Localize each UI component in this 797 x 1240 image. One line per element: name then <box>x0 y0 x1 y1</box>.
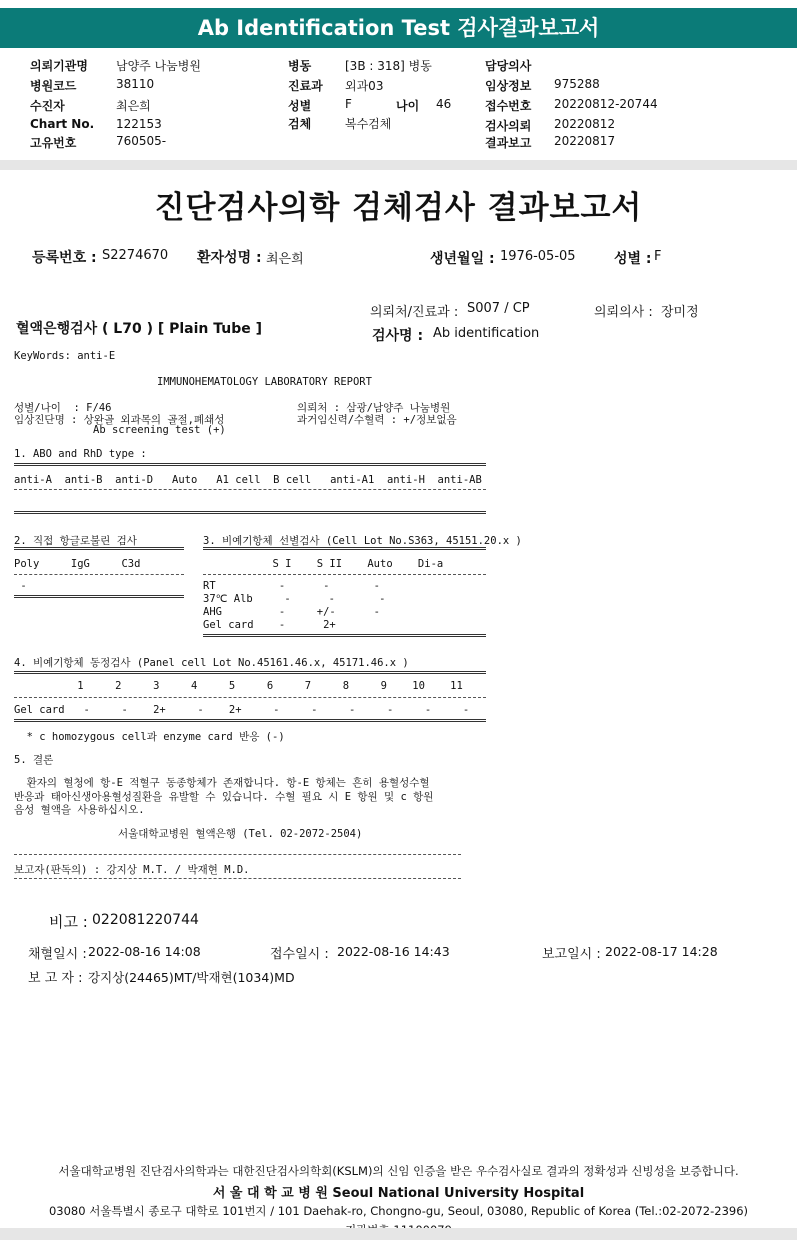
hdr-value-accession: 20220812-20744 <box>554 97 658 111</box>
history-line: 과거임신력/수혈력 : +/정보없음 <box>297 414 457 426</box>
section2-title: 2. 직접 항글로불린 검사 <box>14 535 137 547</box>
hdr-value-sex: F <box>345 97 352 111</box>
sex-age-line: 성별/나이 : F/46 <box>14 402 112 414</box>
section-divider <box>0 160 797 170</box>
hdr-label-code: 병원코드 <box>30 79 77 93</box>
section4-rule-bottom <box>14 719 486 722</box>
section1-rule-top <box>14 463 486 466</box>
hdr-label-request: 검사의뢰 <box>485 119 532 133</box>
reg-no-label: 등록번호 : <box>32 250 97 266</box>
diagnosis-line: 임상진단명 : 상완골 외과목의 골절,폐쇄성 <box>14 414 225 426</box>
diagnosis-line-2: Ab screening test (+) <box>93 424 226 436</box>
hdr-value-chart: 122153 <box>116 117 162 131</box>
section2-columns: Poly IgG C3d <box>14 558 141 570</box>
receive-label: 접수일시 : <box>270 947 329 962</box>
report-time-label: 보고일시 : <box>542 947 601 962</box>
hdr-label-specimen: 검체 <box>288 117 312 131</box>
test-group: 혈액은행검사 ( L70 ) [ Plain Tube ] <box>16 321 263 337</box>
hdr-value-org: 남양주 나눔병원 <box>116 59 201 73</box>
conclusion-line-2: 반응과 태아신생아용혈성질환을 유발할 수 있습니다. 수혈 필요 시 E 항원 및 c 항원 <box>14 791 434 803</box>
section5-title: 5. 결론 <box>14 754 54 766</box>
doctor-value: 장미정 <box>661 305 699 320</box>
hdr-label-chart: Chart No. <box>30 117 95 131</box>
section3-columns: S I S II Auto Di-a <box>203 558 444 570</box>
blood-bank-line: 서울대학교병원 혈액은행 (Tel. 02-2072-2504) <box>118 828 363 840</box>
report-time-value: 2022-08-17 14:28 <box>605 944 718 959</box>
reporter-rule-top <box>14 854 461 855</box>
section3-rule-mid <box>203 574 486 575</box>
hdr-label-ward: 병동 <box>288 59 312 73</box>
meta-reporter-value: 강지상(24465)MT/박재현(1034)MD <box>88 970 295 985</box>
report-title-bar <box>0 8 797 48</box>
dept-label: 의뢰처/진료과 : <box>370 305 459 320</box>
hdr-label-result: 결과보고 <box>485 136 532 150</box>
section3-row-rt: RT - - - <box>203 580 381 592</box>
section4-columns: 1 2 3 4 5 6 7 8 9 10 11 <box>14 680 463 692</box>
hdr-value-age: 46 <box>436 97 452 111</box>
hdr-label-patient: 수진자 <box>30 99 65 113</box>
reporter-line: 보고자(판독의) : 강지상 M.T. / 박재현 M.D. <box>14 864 250 876</box>
dob-label: 생년월일 : <box>430 251 495 267</box>
hdr-label-sex: 성별 <box>288 99 312 113</box>
hdr-label-uid: 고유번호 <box>30 136 77 150</box>
report-title: Ab Identification Test 검사결과보고서 <box>197 16 600 40</box>
conclusion-line-3: 음성 혈액을 사용하십시오. <box>14 804 145 816</box>
hdr-label-clinical: 임상정보 <box>485 79 532 93</box>
section2-values: - <box>14 580 27 592</box>
hdr-value-specimen: 복수검체 <box>345 117 392 131</box>
hdr-value-uid: 760505- <box>116 134 167 148</box>
section1-columns: anti-A anti-B anti-D Auto A1 cell B cell anti-A1 anti-H anti-AB <box>14 474 482 486</box>
collect-value: 2022-08-16 14:08 <box>88 944 201 959</box>
reporter-rule-bottom <box>14 878 461 879</box>
test-name-label: 검사명 : <box>372 328 424 344</box>
main-title: 진단검사의학 검체검사 결과보고서 <box>154 190 643 226</box>
lab-report-title: IMMUNOHEMATOLOGY LABORATORY REPORT <box>157 376 372 388</box>
section1-rule-mid <box>14 489 486 490</box>
section2-rule-top <box>14 547 184 550</box>
section4-note: * c homozygous cell과 enzyme card 반응 (-) <box>14 731 285 743</box>
section2-rule-mid <box>14 574 184 575</box>
hospital-address: 03080 서울특별시 종로구 대학로 101번지 / 101 Daehak-ro, Chongno-gu, Seoul, 03080, Republic of Korea (Tel.:02-2072-2396) <box>48 1204 749 1218</box>
bottom-bar <box>0 1228 797 1240</box>
section4-rule-top <box>14 671 486 674</box>
patient-name-label: 환자성명 : <box>197 250 262 266</box>
hdr-value-request: 20220812 <box>554 117 616 131</box>
section4-values: Gel card - - 2+ - 2+ - - - - - - <box>14 704 470 716</box>
section4-rule-mid <box>14 697 486 698</box>
receive-value: 2022-08-16 14:43 <box>337 944 450 959</box>
reg-no-value: S2274670 <box>102 248 169 263</box>
section3-title: 3. 비예기항체 선별검사 (Cell Lot No.S363, 45151.20.x ) <box>203 535 522 547</box>
hdr-value-clinical: 975288 <box>554 77 600 91</box>
section3-rule-bottom <box>203 634 486 637</box>
section2-rule-bottom <box>14 595 184 598</box>
collect-label: 채혈일시 : <box>28 947 87 962</box>
test-name-value: Ab identification <box>433 326 540 341</box>
hdr-value-ward: [3B : 318] 병동 <box>345 59 432 73</box>
section4-title: 4. 비예기항체 동정검사 (Panel cell Lot No.45161.46.x, 45171.46.x ) <box>14 657 409 669</box>
hospital-name <box>0 1182 797 1201</box>
note-label: 비고 : <box>49 913 88 931</box>
keywords: KeyWords: anti-E <box>14 350 116 362</box>
hdr-value-patient: 최은희 <box>116 99 151 113</box>
patient-name-value: 최은희 <box>266 252 304 267</box>
sex-label: 성별 : <box>614 251 652 267</box>
section1-rule-bottom <box>14 511 486 514</box>
hdr-value-dept: 외과03 <box>345 79 384 93</box>
hdr-label-age: 나이 <box>396 99 420 113</box>
hdr-label-org: 의뢰기관명 <box>30 59 88 73</box>
note-value: 022081220744 <box>92 912 199 928</box>
section1-title: 1. ABO and RhD type : <box>14 448 147 460</box>
dob-value: 1976-05-05 <box>500 249 576 264</box>
hdr-label-accession: 접수번호 <box>485 99 532 113</box>
hdr-label-physician: 담당의사 <box>485 59 532 73</box>
hdr-value-result: 20220817 <box>554 134 616 148</box>
section3-row-gel: Gel card - 2+ <box>203 619 336 631</box>
hdr-label-dept: 진료과 <box>288 79 323 93</box>
hdr-value-code: 38110 <box>116 77 155 91</box>
dept-value: S007 / CP <box>467 301 530 316</box>
certification-text: 서울대학교병원 진단검사의학과는 대한진단검사의학회(KSLM)의 신임 인증을 받은 우수검사실로 결과의 정확성과 신빙성을 보증합니다. <box>58 1164 739 1178</box>
section3-row-alb: 37℃ Alb - - - <box>203 593 386 605</box>
section3-rule-top <box>203 547 486 550</box>
doctor-label: 의뢰의사 : <box>594 305 653 320</box>
conclusion-line-1: 환자의 혈청에 항-E 적혈구 동종항체가 존재합니다. 항-E 항체는 흔히 용혈성수혈 <box>14 777 430 789</box>
sex-value: F <box>654 249 662 264</box>
meta-reporter-label: 보 고 자 : <box>28 971 83 986</box>
requester-line: 의뢰처 : 삼광/남양주 나눔병원 <box>297 402 451 414</box>
hospital-name-ko: 서 울 대 학 교 병 원 <box>212 1186 328 1201</box>
section3-row-ahg: AHG - +/- - <box>203 606 381 618</box>
hospital-name-en: Seoul National University Hospital <box>332 1186 585 1201</box>
